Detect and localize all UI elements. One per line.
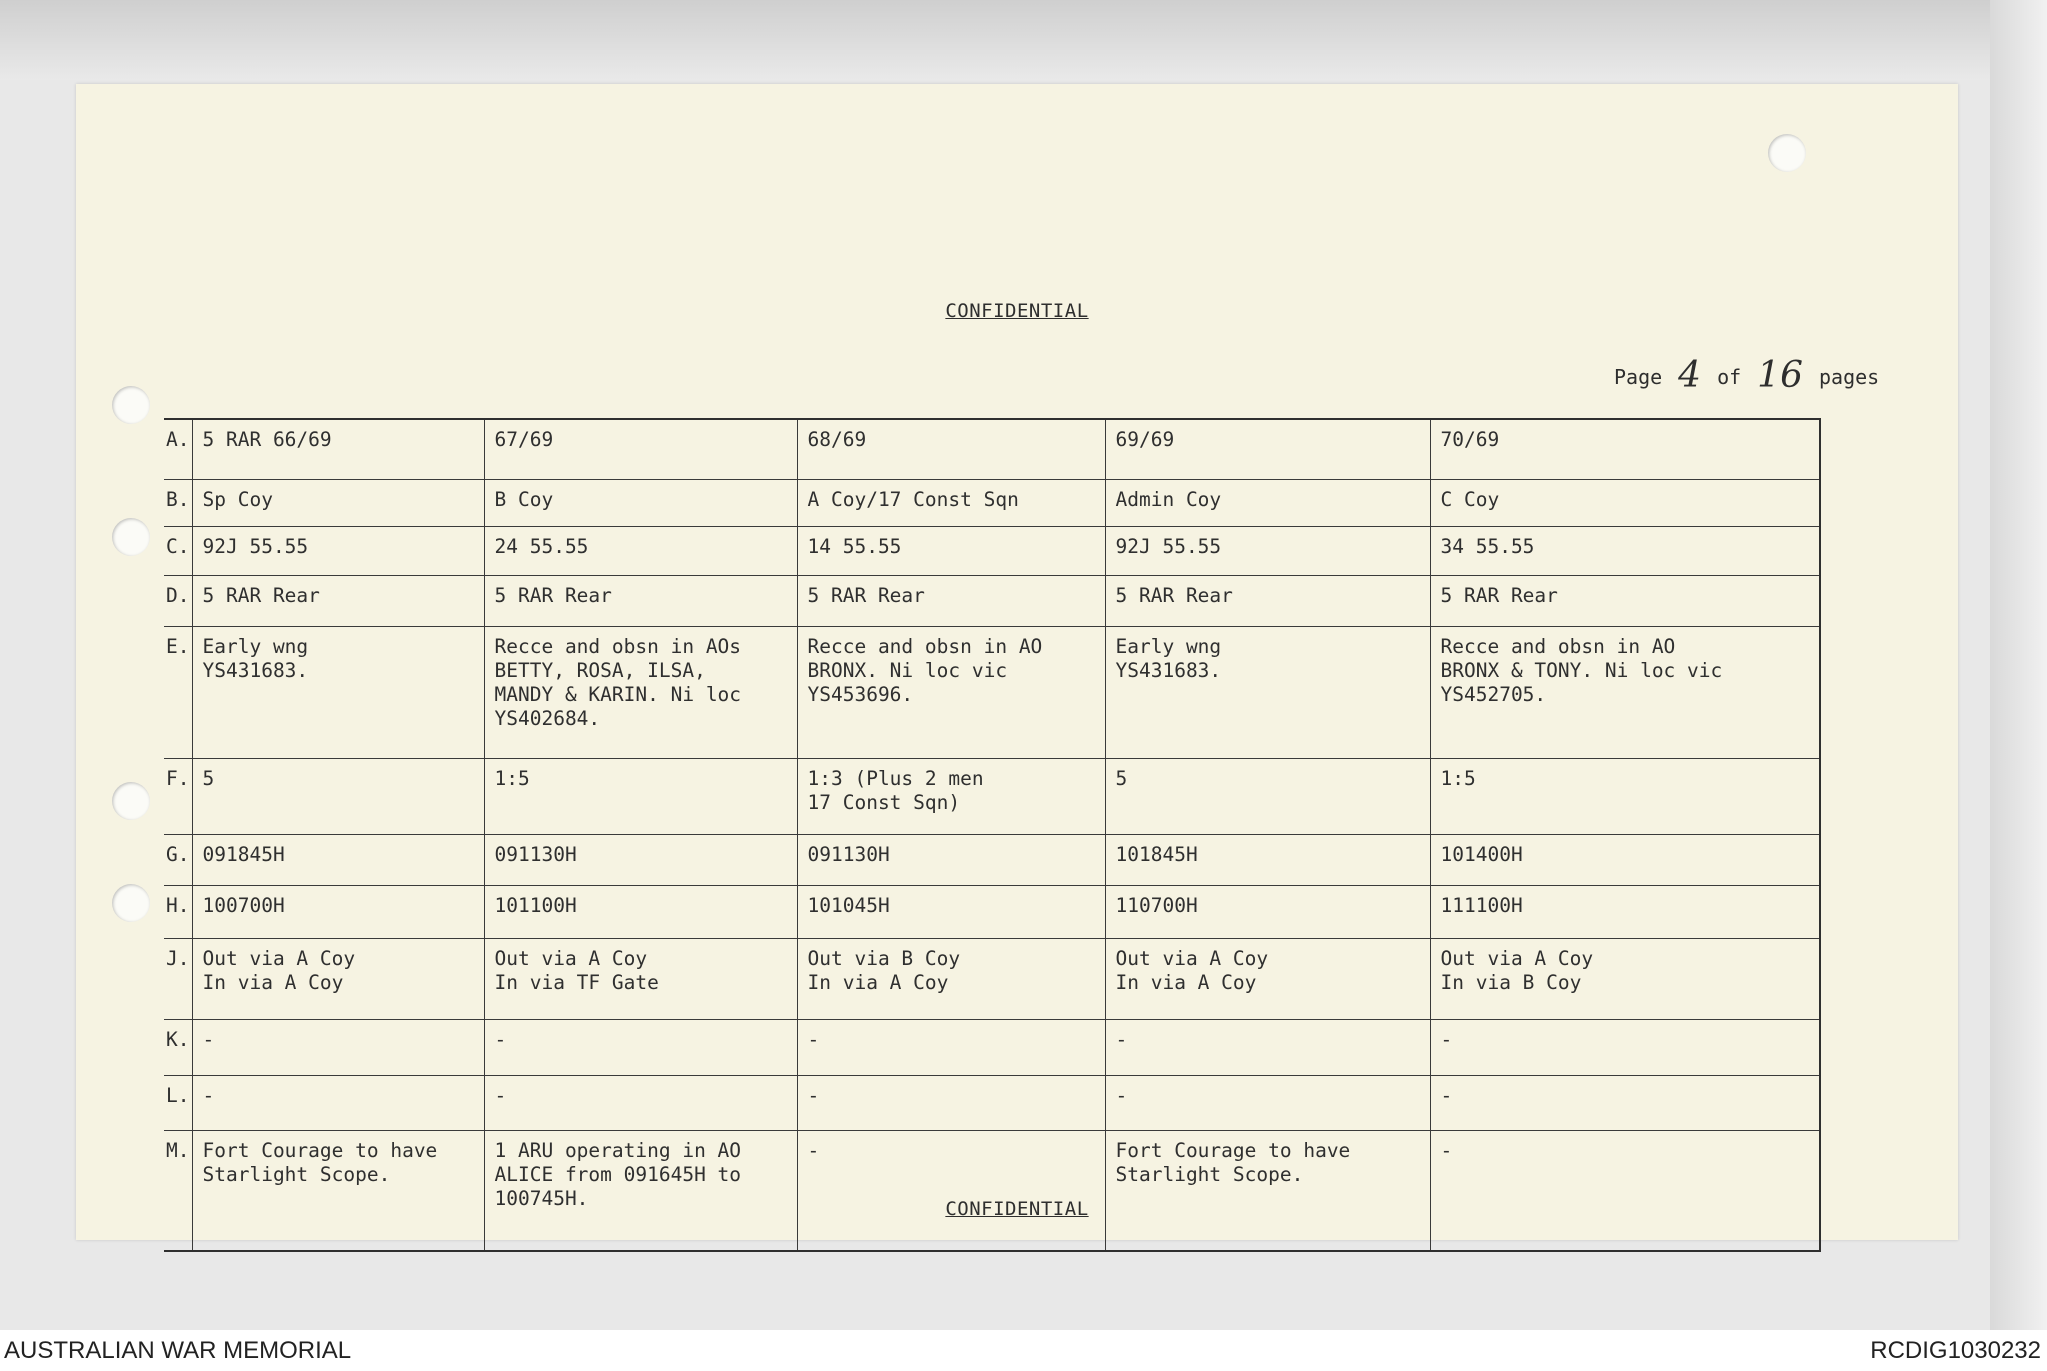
page-suffix: pages (1818, 365, 1880, 389)
table-cell: 92J 55.55 (1105, 527, 1430, 576)
table-cell: Admin Coy (1105, 479, 1430, 526)
table-cell: Sp Coy (192, 479, 484, 526)
punch-hole (112, 386, 150, 424)
punch-hole (112, 518, 150, 556)
table-cell: 1:3 (Plus 2 men 17 Const Sqn) (797, 758, 1105, 834)
punch-hole (1768, 134, 1806, 172)
table-cell: 5 RAR Rear (484, 575, 797, 626)
row-letter: F. (164, 758, 192, 834)
table-cell: 1:5 (1430, 758, 1820, 834)
table-row (164, 626, 1820, 758)
table-cell: 5 RAR Rear (797, 575, 1105, 626)
table-cell: Recce and obsn in AOs BETTY, ROSA, ILSA, MANDY & KARIN. Ni loc YS402684. (484, 626, 797, 758)
table-cell: - (1430, 1075, 1820, 1131)
table-cell: 69/69 (1105, 419, 1430, 479)
table-cell: 1 ARU operating in AO ALICE from 091645H to 100745H. (484, 1131, 797, 1251)
archive-record-id: RCDIG1030232 (1870, 1337, 2041, 1364)
table-row (164, 1075, 1820, 1131)
scan-background-top (0, 0, 2047, 80)
row-letter: A. (164, 419, 192, 479)
row-letter: K. (164, 1020, 192, 1076)
page-of-label: of (1717, 365, 1742, 389)
punch-hole (112, 884, 150, 922)
table-cell: - (797, 1131, 1105, 1251)
table-cell: A Coy/17 Const Sqn (797, 479, 1105, 526)
table-cell: B Coy (484, 479, 797, 526)
table-cell: 100700H (192, 885, 484, 938)
table-cell: Out via B Coy In via A Coy (797, 939, 1105, 1020)
scan-background-right (1990, 0, 2047, 1340)
table-cell: - (1430, 1131, 1820, 1251)
table-cell: - (1105, 1075, 1430, 1131)
table-cell: 67/69 (484, 419, 797, 479)
row-letter: E. (164, 626, 192, 758)
table-cell: 14 55.55 (797, 527, 1105, 576)
table-row (164, 479, 1820, 526)
table-cell: 68/69 (797, 419, 1105, 479)
page-current-handwritten: 4 (1678, 355, 1702, 396)
row-letter: G. (164, 834, 192, 885)
table-cell: Early wng YS431683. (1105, 626, 1430, 758)
table-row (164, 1131, 1820, 1251)
page-total-handwritten: 16 (1757, 355, 1803, 396)
punch-hole (112, 782, 150, 820)
table-cell: 1:5 (484, 758, 797, 834)
table-cell: - (797, 1075, 1105, 1131)
table-cell: 5 RAR 66/69 (192, 419, 484, 479)
table-cell: 111100H (1430, 885, 1820, 938)
table-row (164, 834, 1820, 885)
row-letter: L. (164, 1075, 192, 1131)
table-cell: Fort Courage to have Starlight Scope. (192, 1131, 484, 1251)
table-cell: Out via A Coy In via A Coy (1105, 939, 1430, 1020)
table-row (164, 575, 1820, 626)
table-cell: 091845H (192, 834, 484, 885)
table-cell: Out via A Coy In via TF Gate (484, 939, 797, 1020)
table-cell: 92J 55.55 (192, 527, 484, 576)
table-cell: - (484, 1020, 797, 1076)
table-cell: - (192, 1020, 484, 1076)
table-cell: Recce and obsn in AO BRONX. Ni loc vic YS453696. (797, 626, 1105, 758)
row-letter: J. (164, 939, 192, 1020)
row-letter: B. (164, 479, 192, 526)
row-letter: M. (164, 1131, 192, 1251)
table-cell: 5 RAR Rear (1430, 575, 1820, 626)
table-cell: 101845H (1105, 834, 1430, 885)
table-cell: 70/69 (1430, 419, 1820, 479)
header-classification: CONFIDENTIAL (945, 300, 1089, 322)
table-cell: - (1430, 1020, 1820, 1076)
table-row (164, 758, 1820, 834)
archive-institution: AUSTRALIAN WAR MEMORIAL (4, 1337, 352, 1364)
table-row (164, 1020, 1820, 1076)
table-cell: 091130H (797, 834, 1105, 885)
table-cell: - (484, 1075, 797, 1131)
table-cell: - (1105, 1020, 1430, 1076)
table-cell: 34 55.55 (1430, 527, 1820, 576)
table-cell: - (192, 1075, 484, 1131)
table-cell: Fort Courage to have Starlight Scope. (1105, 1131, 1430, 1251)
table-row (164, 885, 1820, 938)
table-cell: Out via A Coy In via A Coy (192, 939, 484, 1020)
table-row (164, 527, 1820, 576)
table-cell: 110700H (1105, 885, 1430, 938)
row-letter: D. (164, 575, 192, 626)
orders-table (164, 418, 1821, 1252)
table-cell: 24 55.55 (484, 527, 797, 576)
table-row (164, 939, 1820, 1020)
table-cell: Recce and obsn in AO BRONX & TONY. Ni loc vic YS452705. (1430, 626, 1820, 758)
table-cell: Early wng YS431683. (192, 626, 484, 758)
row-letter: C. (164, 527, 192, 576)
table-cell: 5 (192, 758, 484, 834)
table-cell: C Coy (1430, 479, 1820, 526)
footer-classification: CONFIDENTIAL (945, 1198, 1089, 1220)
table-cell: 101100H (484, 885, 797, 938)
table-cell: 091130H (484, 834, 797, 885)
document-sheet (76, 84, 1958, 1240)
table-cell: Out via A Coy In via B Coy (1430, 939, 1820, 1020)
table-row (164, 419, 1820, 479)
table-cell: 5 (1105, 758, 1430, 834)
table-cell: 5 RAR Rear (192, 575, 484, 626)
page-number (1614, 352, 1880, 396)
row-letter: H. (164, 885, 192, 938)
table-cell: - (797, 1020, 1105, 1076)
page-prefix: Page (1614, 365, 1663, 389)
table-cell: 5 RAR Rear (1105, 575, 1430, 626)
table-cell: 101045H (797, 885, 1105, 938)
table-cell: 101400H (1430, 834, 1820, 885)
